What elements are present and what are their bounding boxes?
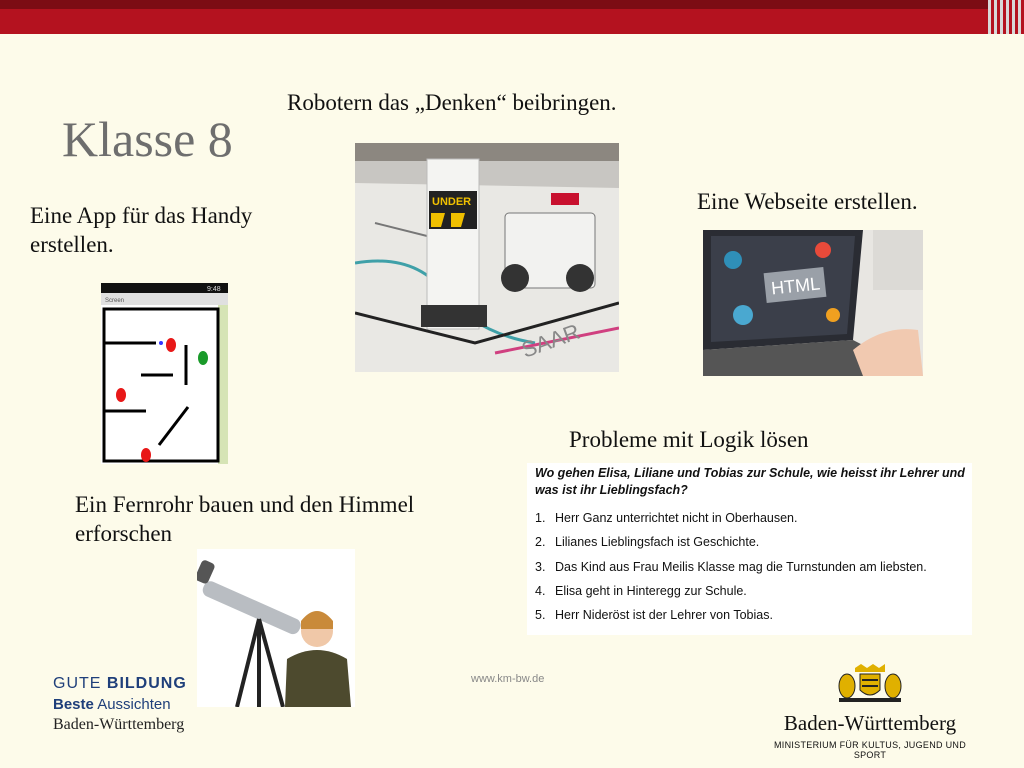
footer-url[interactable]: www.km-bw.de	[471, 673, 545, 685]
logo-text-beste: Beste	[53, 696, 94, 713]
top-bar-dark-strip	[0, 0, 1024, 9]
clue-number: 5.	[535, 608, 546, 623]
robot-photo	[355, 143, 619, 372]
logic-clue	[535, 511, 927, 535]
logo-text-gute: GUTE	[53, 675, 107, 692]
ministry-logo-subtitle: MINISTERIUM FÜR KULTUS, JUGEND UND SPORT	[773, 740, 967, 760]
caption-app: Eine App für das Handy erstellen.	[30, 203, 253, 257]
clue-number: 4.	[535, 583, 546, 598]
caption-logic: Probleme mit Logik lösen	[569, 427, 809, 452]
ministry-logo	[760, 664, 980, 760]
logic-clue	[535, 584, 927, 608]
clue-text: Herr Nideröst ist der Lehrer von Tobias.	[555, 608, 773, 623]
logic-puzzle	[527, 463, 972, 635]
logic-clue	[535, 608, 927, 632]
logic-clue	[535, 560, 927, 584]
logic-question: Wo gehen Elisa, Liliane und Tobias zur Schule, wie heisst ihr Lehrer und was ist ihr Lieblingsfach?	[535, 466, 965, 497]
robot-floor-text: SAAR	[518, 318, 584, 363]
gute-bildung-logo	[53, 673, 187, 735]
logo-text-aussichten: Aussichten	[93, 696, 171, 713]
coat-of-arms-icon	[835, 664, 905, 704]
app-screenshot	[101, 283, 228, 464]
top-bar	[0, 0, 1024, 34]
clue-text: Lilianes Lieblingsfach ist Geschichte.	[555, 535, 760, 550]
caption-robots: Robotern das „Denken“ beibringen.	[287, 90, 617, 115]
logic-clue-list	[535, 511, 927, 632]
logo-text-bildung: BILDUNG	[106, 675, 187, 692]
logic-clue	[535, 535, 927, 559]
clue-text: Das Kind aus Frau Meilis Klasse mag die Turnstunden am liebsten.	[555, 559, 927, 574]
clue-text: Elisa geht in Hinteregg zur Schule.	[555, 583, 747, 598]
phone-time: 9:48	[207, 286, 221, 293]
logo-text-bw: Baden-Württemberg	[53, 716, 185, 733]
clue-number: 1.	[535, 511, 546, 525]
top-bar-stripes	[988, 0, 1024, 34]
ministry-logo-name: Baden-Württemberg	[783, 711, 957, 735]
caption-telescope: Ein Fernrohr bauen und den Himmel erforschen	[75, 492, 415, 546]
phone-app-title: Screen	[105, 298, 125, 304]
clue-number: 3.	[535, 559, 546, 574]
laptop-photo	[703, 230, 923, 376]
caption-website: Eine Webseite erstellen.	[697, 189, 918, 214]
slide-title: Klasse 8	[62, 111, 233, 167]
telescope-photo	[197, 549, 355, 707]
clue-number: 2.	[535, 535, 546, 550]
clue-text: Herr Ganz unterrichtet nicht in Oberhausen.	[555, 511, 798, 525]
robot-sign-text: UNDER	[432, 196, 472, 208]
laptop-screen-text: HTML	[770, 273, 822, 299]
